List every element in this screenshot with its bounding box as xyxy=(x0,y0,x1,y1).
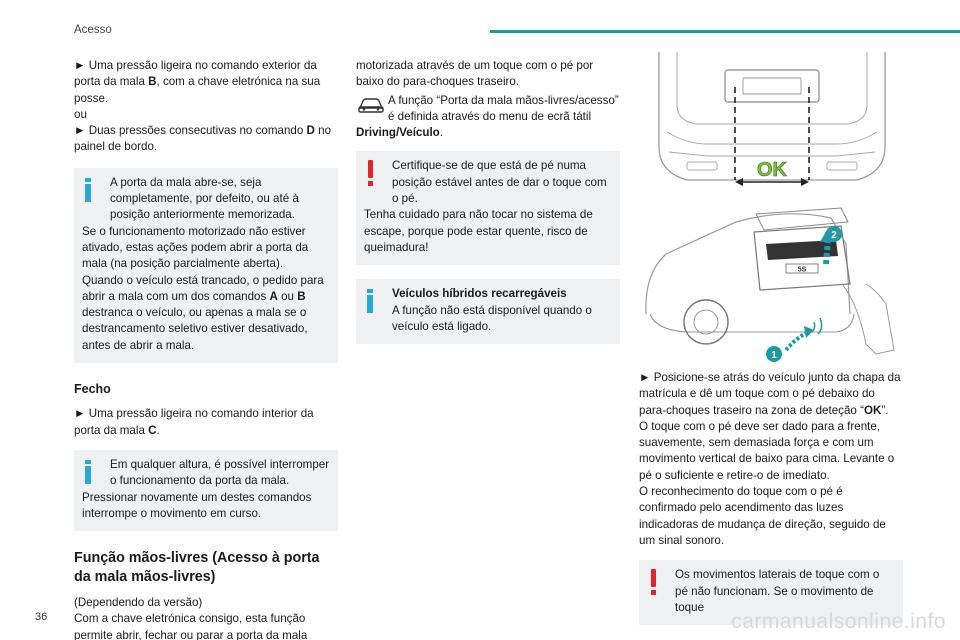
rear-bumper-detection-illustration xyxy=(647,52,897,194)
text: ► Uma pressão ligeira no comando exterior da porta da mala xyxy=(74,59,317,89)
bold-text: Driving/Veículo xyxy=(356,126,440,140)
info-icon xyxy=(85,178,91,202)
note-text: Em qualquer altura, é possível interromper o funcionamento da porta da mala. xyxy=(110,457,330,488)
plate-text: 5S xyxy=(797,266,807,274)
text: ”. xyxy=(881,403,889,417)
warning-icon xyxy=(368,160,374,188)
bold-text: A xyxy=(269,289,278,303)
note-text-menu xyxy=(356,125,620,141)
info-note-interrupt xyxy=(74,450,338,531)
ok-zone-label: OK xyxy=(757,159,787,181)
text: destranca o veículo, ou apenas a mala se o destrancamento seletivo estiver desativado, antes de abrir a mala. xyxy=(82,306,308,352)
bold-text: B xyxy=(297,289,306,303)
warning-icon xyxy=(651,569,657,597)
page-section-title: Acesso xyxy=(74,24,112,36)
note-title: Veículos híbridos recarregáveis xyxy=(392,287,567,301)
paragraph-or: ou xyxy=(74,107,87,121)
info-icon xyxy=(85,460,91,484)
warning-note-stable xyxy=(356,151,620,265)
note-text: A função não está disponível quando o veículo está ligado. xyxy=(392,303,592,333)
paragraph-position xyxy=(639,370,903,419)
paragraph-hands-free-intro: Com a chave eletrónica consigo, esta função permite abrir, fechar ou parar a porta da mala xyxy=(74,612,308,640)
note-text: Tenha cuidado para não tocar no sistema de escape, porque pode estar quente, risco de queimadura! xyxy=(364,208,593,254)
bold-text: OK xyxy=(863,403,882,417)
text: . xyxy=(156,423,160,437)
info-icon xyxy=(367,289,373,313)
text: . xyxy=(439,126,443,140)
paragraph-exterior-command xyxy=(74,58,338,107)
column-2 xyxy=(356,58,620,354)
note-text: Certifique-se de que está de pé numa posição estável antes de dar o toque com o pé. xyxy=(392,159,607,206)
header-accent-bar xyxy=(490,30,960,33)
text: ou xyxy=(277,289,298,303)
heading-hands-free: Função mãos-livres (Acesso à porta da mala mãos-livres) xyxy=(74,550,320,586)
step-badge-2: 2 xyxy=(831,230,837,241)
paragraph-version: (Dependendo da versão) xyxy=(74,596,203,610)
text: no painel de bordo. xyxy=(74,124,332,154)
note-text: Pressionar novamente um destes comandos interrompe o movimento em curso. xyxy=(82,490,312,520)
vehicle-menu-note xyxy=(356,93,620,126)
paragraph-interior-command xyxy=(74,406,338,439)
bold-text: B xyxy=(148,75,157,89)
foot-kick-tailgate-illustration xyxy=(636,204,896,364)
bold-text: C xyxy=(148,423,157,437)
note-text: Se o funcionamento motorizado não estiver ativado, estas ações podem abrir a porta da mala (na posição parcialmente aberta). xyxy=(82,224,309,271)
paragraph-motorized: motorizada através de um toque com o pé por baixo do para-choques traseiro. xyxy=(356,59,594,89)
text: Quando o veículo está trancado, o pedido para abrir a mala com um dos comandos xyxy=(82,273,324,303)
text: ► Uma pressão ligeira no comando interior da porta da mala xyxy=(74,407,314,437)
note-text: Os movimentos laterais de toque com o pé não funcionam. Se o movimento de toque xyxy=(675,568,880,614)
heading-fecho: Fecho xyxy=(74,382,111,397)
info-note-hybrid xyxy=(356,279,620,344)
note-text xyxy=(388,93,620,126)
column-1 xyxy=(74,58,338,640)
step-badge-1: 1 xyxy=(771,350,777,361)
text: ► Posicione-se atrás do veículo junto da chapa da matrícula e dê um toque com o pé debaixo do para-choques traseiro na zona de deteção “ xyxy=(639,371,901,417)
car-icon xyxy=(356,93,392,123)
column-3-text xyxy=(639,370,903,635)
watermark: carmanualsonline.info xyxy=(731,610,946,633)
note-text: A porta da mala abre-se, seja completamente, por defeito, ou até à posição anteriormente memorizada. xyxy=(110,175,299,222)
note-text xyxy=(82,273,330,354)
paragraph-recognition: O reconhecimento do toque com o pé é confirmado pelo acendimento das luzes indicadoras de mudança de direção, seguido de um sinal sonoro. xyxy=(639,485,886,547)
text: , com a chave eletrónica na sua posse. xyxy=(74,75,321,105)
page-number: 36 xyxy=(35,611,48,623)
text: ► Duas pressões consecutivas no comando xyxy=(74,124,307,138)
paragraph-kick-motion: O toque com o pé deve ser dado para a frente, suavemente, sem demasiada força e com um movimento vertical de baixo para cima. Levante o pé o suficiente e retire-o de imediato. xyxy=(639,419,895,482)
info-note-opening xyxy=(74,168,338,363)
paragraph-dashboard-command xyxy=(74,123,338,156)
text: A função “Porta da mala mãos-livres/acesso” é definida através do menu de ecrã tátil xyxy=(388,93,619,123)
bold-text: D xyxy=(306,124,315,138)
